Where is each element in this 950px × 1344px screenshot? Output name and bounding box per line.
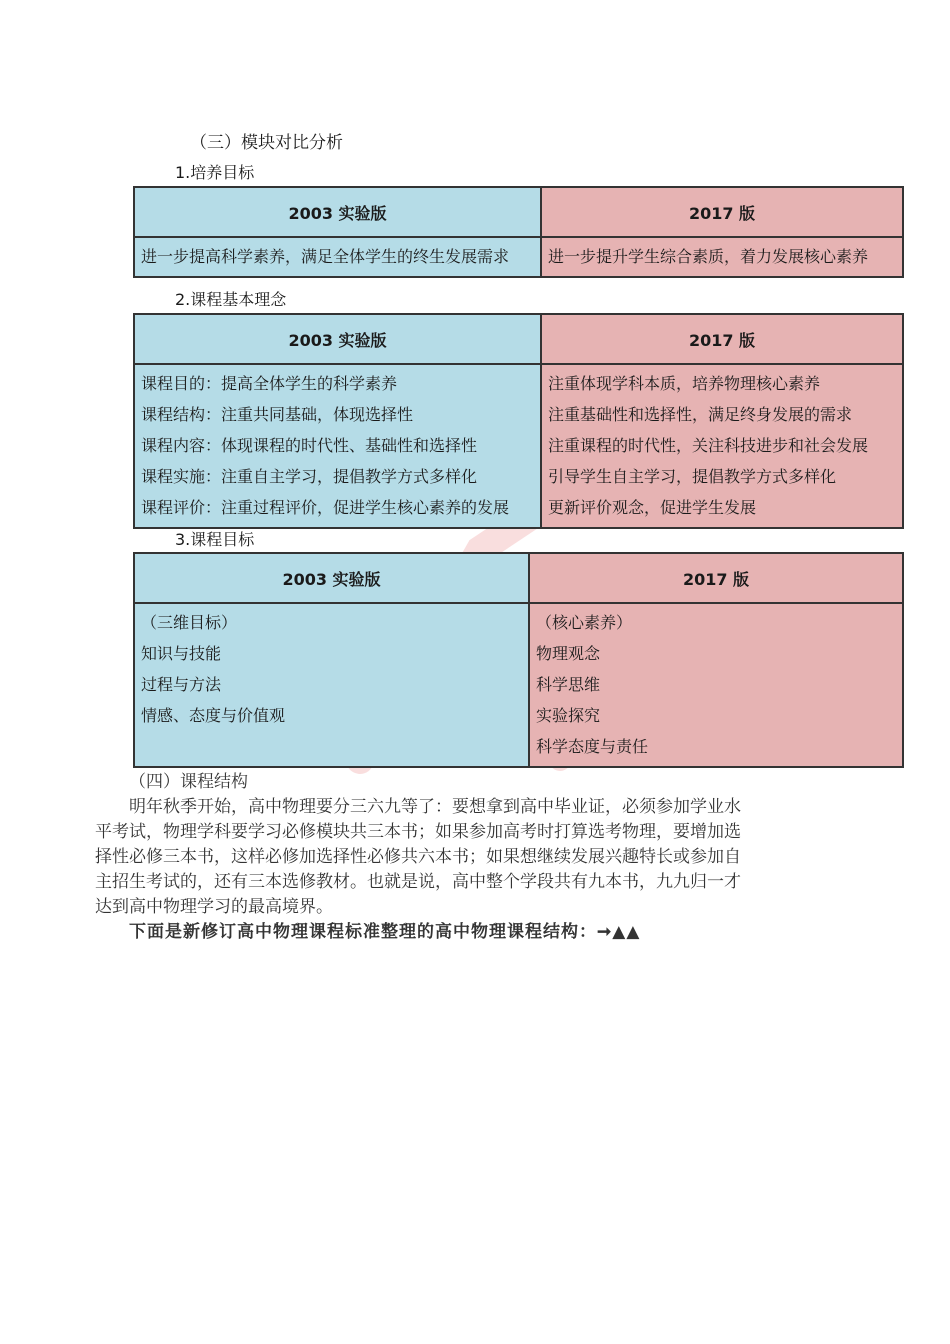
cell-line: （三维目标） [141, 613, 238, 632]
paragraph-line: 主招生考试的，还有三本选修教材。也就是说，高中整个学段共有九本书，九九归一才 [95, 872, 741, 892]
header-2017: 2017 版 [529, 553, 903, 603]
header-2003: 2003 实验版 [134, 187, 541, 237]
cell-2017 [541, 364, 903, 528]
cell-line: 注重体现学科本质，培养物理核心素养 [548, 374, 821, 393]
cell-2017 [541, 237, 903, 277]
cell-line: 课程目的：提高全体学生的科学素养 [141, 374, 398, 393]
subheading-basic-concepts: 2.课程基本理念 [175, 290, 287, 309]
cell-line: 进一步提高科学素养，满足全体学生的终生发展需求 [141, 247, 510, 266]
subheading-course-goals: 3.课程目标 [175, 530, 255, 549]
cell-line: 进一步提升学生综合素质，着力发展核心素养 [548, 247, 869, 266]
comparison-table-basic-concepts [133, 313, 904, 529]
cell-line: 科学思维 [536, 675, 601, 694]
cell-2003 [134, 364, 541, 528]
cell-line: 实验探究 [536, 706, 601, 725]
header-2003: 2003 实验版 [134, 553, 529, 603]
cell-line: 课程结构：注重共同基础，体现选择性 [141, 405, 414, 424]
cell-line: 课程内容：体现课程的时代性、基础性和选择性 [141, 436, 478, 455]
section-heading: （三）模块对比分析 [190, 133, 343, 153]
paragraph-line: 达到高中物理学习的最高境界。 [95, 897, 333, 917]
cell-line: 物理观念 [536, 644, 601, 663]
cell-line: 过程与方法 [141, 675, 222, 694]
cell-spacer [141, 731, 522, 762]
cell-line: 课程实施：注重自主学习，提倡教学方式多样化 [141, 467, 478, 486]
paragraph-line: 平考试，物理学科要学习必修模块共三本书；如果参加高考时打算选考物理，要增加选 [95, 822, 741, 842]
cell-line: 知识与技能 [141, 644, 222, 663]
cell-2017 [529, 603, 903, 767]
header-2017: 2017 版 [541, 187, 903, 237]
cell-line: 注重基础性和选择性，满足终身发展的需求 [548, 405, 853, 424]
cell-line: 引导学生自主学习，提倡教学方式多样化 [548, 467, 837, 486]
course-structure-lead: 下面是新修订高中物理课程标准整理的高中物理课程结构：➞▲▲ [129, 922, 641, 942]
cell-2003 [134, 237, 541, 277]
paragraph-line: 择性必修三本书，这样必修加选择性必修共六本书；如果想继续发展兴趣特长或参加自 [95, 847, 741, 867]
course-structure-section [95, 770, 815, 945]
comparison-table-training-goals [133, 186, 904, 278]
course-structure-title: （四）课程结构 [129, 772, 248, 792]
subheading-training-goals: 1.培养目标 [175, 163, 255, 182]
cell-line: 科学态度与责任 [536, 737, 649, 756]
paragraph-line: 明年秋季开始，高中物理要分三六九等了：要想拿到高中毕业证，必须参加学业水 [129, 797, 741, 817]
cell-2003 [134, 603, 529, 767]
cell-line: （核心素养） [536, 613, 633, 632]
cell-line: 更新评价观念，促进学生发展 [548, 498, 757, 517]
header-2017: 2017 版 [541, 314, 903, 364]
cell-line: 注重课程的时代性，关注科技进步和社会发展 [548, 436, 869, 455]
cell-line: 课程评价：注重过程评价，促进学生核心素养的发展 [141, 498, 510, 517]
cell-line: 情感、态度与价值观 [141, 706, 286, 725]
comparison-table-course-goals [133, 552, 904, 768]
header-2003: 2003 实验版 [134, 314, 541, 364]
